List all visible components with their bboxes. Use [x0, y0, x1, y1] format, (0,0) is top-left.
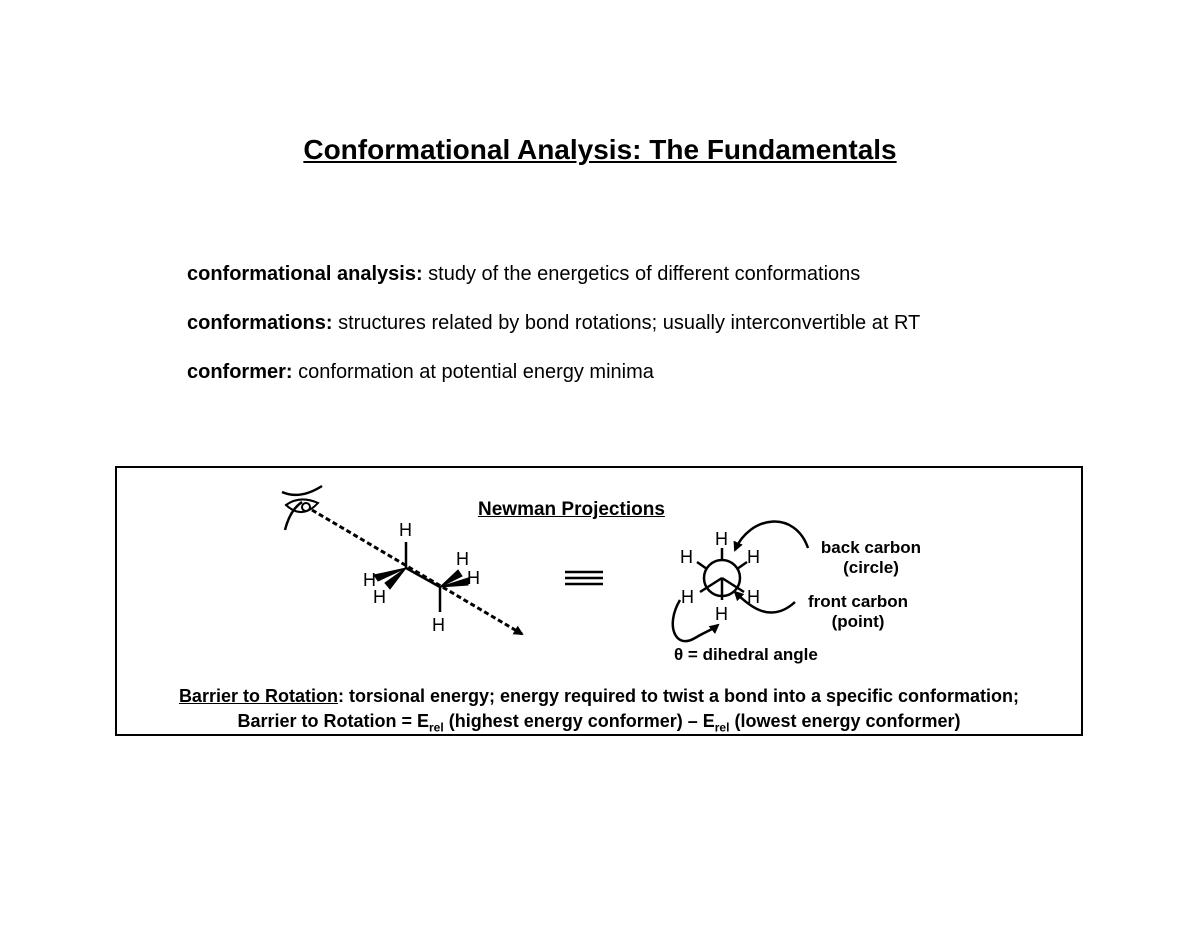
barrier-line-2	[115, 711, 1083, 735]
atom-h: H	[715, 529, 728, 549]
barrier-formula-b: (highest energy conformer) – E	[443, 711, 715, 731]
atom-h: H	[467, 568, 480, 588]
back-carbon-label	[811, 538, 931, 578]
atom-h: H	[747, 547, 760, 567]
page-title: Conformational Analysis: The Fundamentals	[303, 134, 897, 165]
newman-heading: Newman Projections	[478, 499, 665, 520]
subscript-rel: rel	[714, 720, 730, 735]
definition-text: structures related by bond rotations; usually interconvertible at RT	[332, 312, 921, 334]
atom-h: H	[456, 549, 469, 569]
definition-term: conformations:	[187, 312, 333, 334]
atom-h: H	[373, 587, 386, 607]
atom-h: H	[681, 587, 694, 607]
newman-projection	[697, 548, 747, 600]
subscript-rel: rel	[429, 720, 444, 735]
definition-text: conformation at potential energy minima	[292, 361, 654, 383]
label-line: (circle)	[843, 558, 899, 577]
atom-h: H	[747, 587, 760, 607]
front-carbon-label	[796, 592, 920, 632]
definition-term: conformer:	[187, 361, 293, 383]
sight-line-arrow	[312, 510, 522, 634]
atom-h: H	[432, 615, 445, 635]
eye-icon	[282, 486, 322, 530]
sawhorse-ethane	[374, 542, 468, 612]
barrier-formula-c: (lowest energy conformer)	[729, 711, 961, 731]
atom-h: H	[715, 604, 728, 624]
dihedral-arrow	[673, 600, 718, 641]
barrier-term: Barrier to Rotation	[178, 686, 338, 706]
dihedral-label: θ = dihedral angle	[674, 645, 818, 664]
label-line: front carbon	[807, 592, 909, 611]
barrier-line-1	[115, 686, 1083, 707]
atom-h: H	[399, 520, 412, 540]
definition-term: conformational analysis:	[187, 263, 423, 285]
barrier-definition: : torsional energy; energy required to twist a bond into a specific conformation;	[337, 686, 1020, 706]
back-carbon-arrow	[735, 522, 808, 550]
atom-h: H	[680, 547, 693, 567]
label-line: back carbon	[820, 538, 922, 557]
barrier-formula-a: Barrier to Rotation = E	[237, 711, 430, 731]
front-carbon-arrow	[735, 592, 795, 613]
equivalence-symbol	[565, 572, 603, 584]
label-line: (point)	[831, 612, 885, 631]
atom-h: H	[363, 570, 376, 590]
definition-text: study of the energetics of different conformations	[422, 263, 861, 285]
